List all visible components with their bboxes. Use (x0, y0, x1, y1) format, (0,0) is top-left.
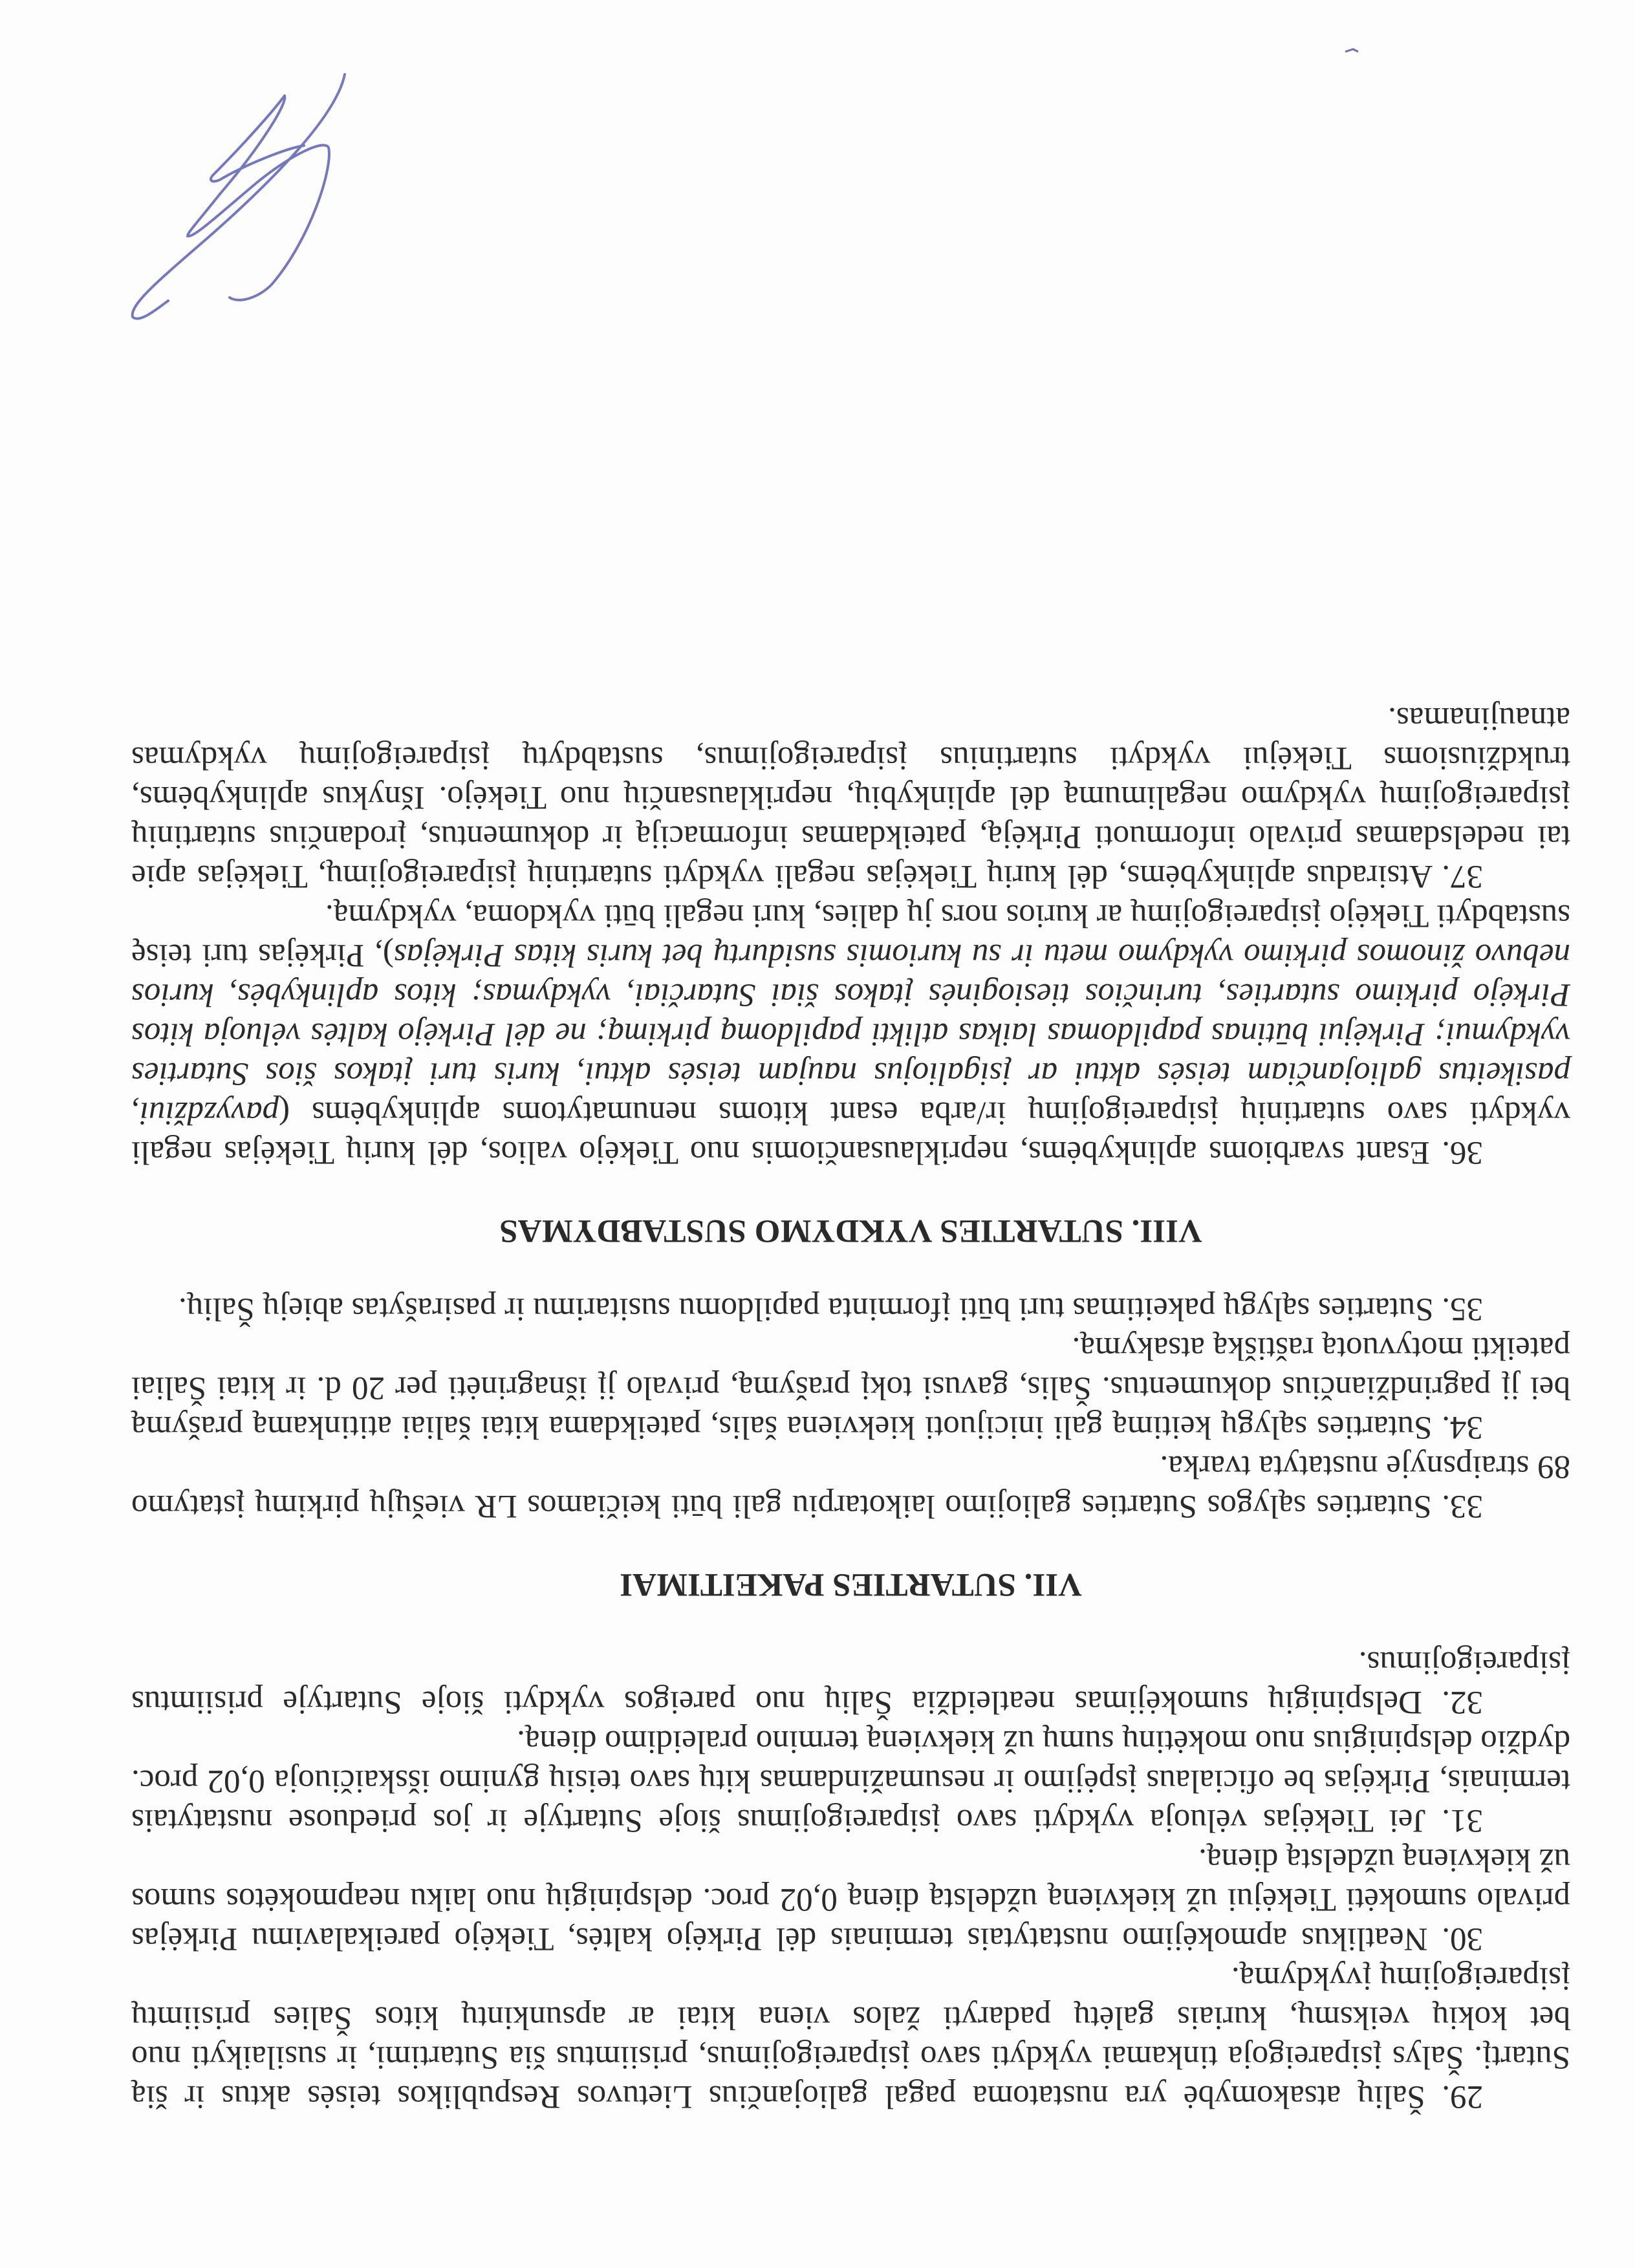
clause-33: 33. Sutarties sąlygos Sutarties galiojimo laikotarpiu gali būti keičiamos LR viešųjų pirkimų įstatymo 89 straipsnyje nustatyta tvarka. (131, 1449, 1570, 1524)
clause-36 (131, 896, 1570, 1172)
clause-30: 30. Neatlikus apmokėjimo nustatytais terminais dėl Pirkėjo kaltės, Tiekėjo pareikalavimu Pirkėjas privalo sumokėti Tiekėjui už kiekvieną uždelstą dieną 0,02 proc. delspinigių nuo laiku neapmokėtos sumos už kiekvieną uždelstą dieną. (131, 1842, 1570, 1957)
section-heading-vii: VII. SUTARTIES PAKEITIMAI (620, 1566, 1082, 1603)
clause-36-examples: pavyzdžiui, pasikeitus galiojančiam teisės aktui ar įsigaliojus naujam teisės aktui, kuris turi įtakos šios Sutarties vykdymui; Pirkėjui būtinas papildomas laikas atlikti papildomą pirkimą; ne dėl Pirkėjo kaltės vėluoja kitos Pirkėjo pirkimo sutarties, turinčios tiesioginės įtakos šiai Sutarčiai, vykdymas; kitos aplinkybės, kurios nebuvo žinomos pirkimo vykdymo metu ir su kuriomis susidurtų bet kuris kitas Pirkėjas (131, 937, 1570, 1131)
clause-31: 31. Jei Tiekėjas vėluoja vykdyti savo įsipareigojimus šioje Sutartyje ir jos prieduose nustatytais terminais, Pirkėjas be oficialaus įspėjimo ir nesumažindamas kitų savo teisių gynimo išskaičiuoja 0,02 proc. dydžio delspinigius nuo mokėtinų sumų už kiekvieną termino praleidimo dieną. (131, 1723, 1570, 1839)
section-heading-viii: VIII. SUTARTIES VYKDYMO SUSTABDYMAS (499, 1213, 1202, 1249)
clause-37: 37. Atsiradus aplinkybėms, dėl kurių Tiekėjas negali vykdyti sutartinių įsipareigojimų, Tiekėjas apie tai nedelsdamas privalo informuoti Pirkėją, pateikdamas informaciją ir dokumentus, įrodančius sutartinių įsipareigojimų vykdymo negalimumą dėl aplinkybių, nepriklausančių nuo Tiekėjo. Išnykus aplinkybėms, trukdžiusioms Tiekėjui vykdyti sutartinius įsipareigojimus, sustabdytų įsipareigojimų vykdymas atnaujinamas. (131, 700, 1570, 894)
clause-32: 32. Delspinigių sumokėjimas neatleidžia Šalių nuo pareigos vykdyti šioje Sutartyje prisiimtus įsipareigojimus. (131, 1645, 1570, 1720)
clause-36-end: ), Pirkėjas turi teisę sustabdyti Tiekėjo įsipareigojimų ar kurios nors jų dalies, kuri negali būti vykdoma, vykdymą. (131, 898, 1570, 973)
clause-34: 34. Sutarties sąlygų keitimą gali inicijuoti kiekviena šalis, pateikdama kitai šaliai atitinkamą prašymą bei jį pagrindžiančius dokumentus. Šalis, gavusi tokį prašymą, privalo jį išnagrinėti per 20 d. ir kitai Šaliai pateikti motyvuotą raštišką atsakymą. (131, 1330, 1570, 1445)
clause-29: 29. Šalių atsakomybė yra nustatoma pagal galiojančius Lietuvos Respublikos teisės aktus ir šią Sutartį. Šalys įsipareigoja tinkamai vykdyti savo įsipareigojimus, prisiimtus šia Sutartimi, ir susilaikyti nuo bet kokių veiksmų, kuriais galėtų padaryti žalos viena kitai ar apsunkintų kitos Šalies prisiimtų įsipareigojimų įvykdymą. (131, 1960, 1570, 2115)
clause-35: 35. Sutarties sąlygų pakeitimas turi būti įforminta papildomu susitarimu ir pasirašytas abiejų Šalių. (178, 1291, 1483, 1327)
document-body (131, 698, 1570, 2116)
clause-36-start: 36. Esant svarbioms aplinkybėms, nepriklausančiomis nuo Tiekėjo valios, dėl kurių Tiekėjas negali vykdyti savo sutartinių įsipareigojimų ir/arba esant kitoms nenumatytoms aplinkybėms ( (131, 1095, 1570, 1171)
